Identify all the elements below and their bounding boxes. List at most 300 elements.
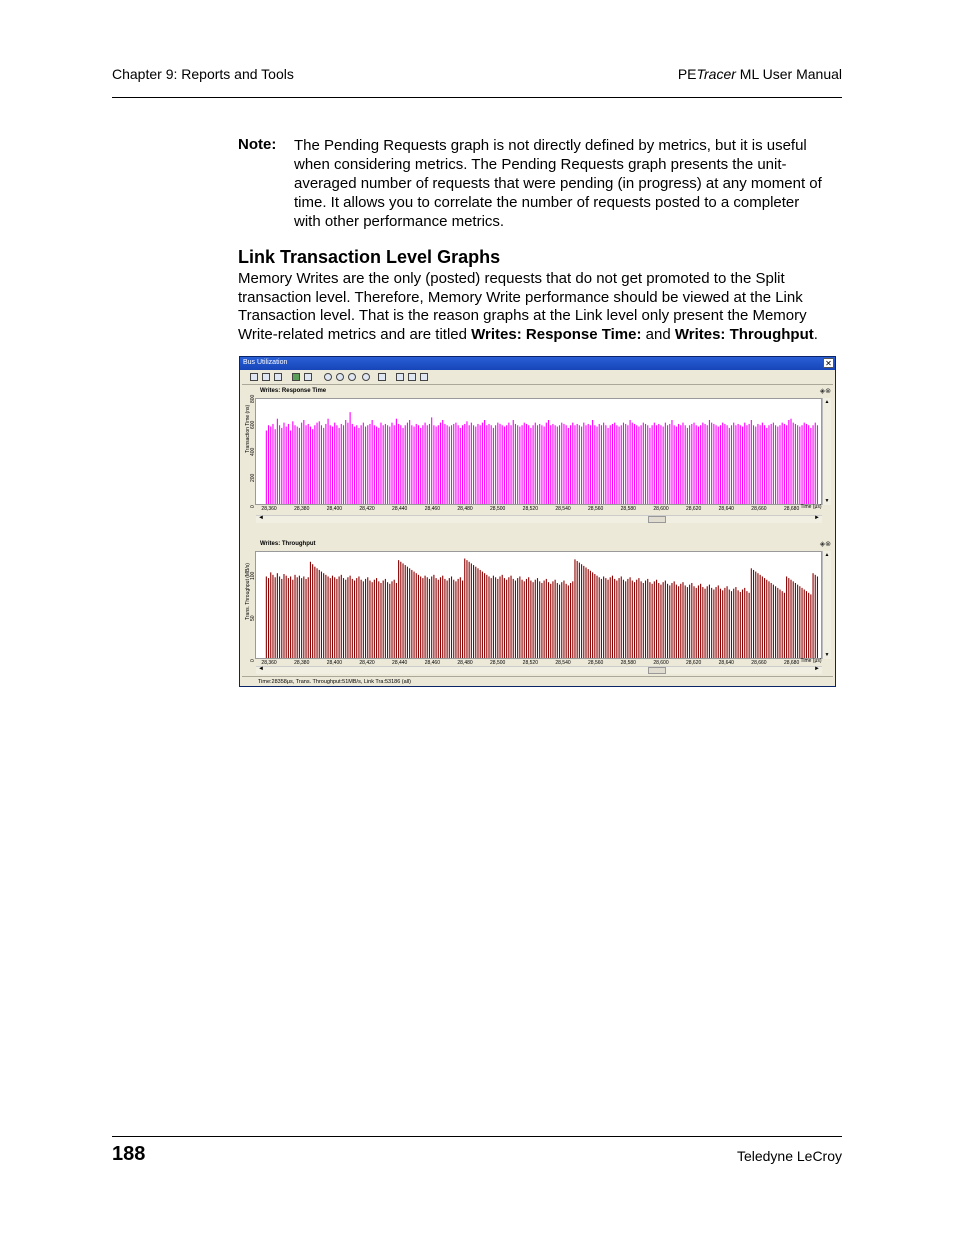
chart2-bar (592, 572, 593, 658)
chart2-xtick-label: 28,580 (620, 660, 636, 666)
chart1-bar (599, 424, 600, 504)
chart1-bar (583, 423, 584, 504)
chart1-bar (524, 423, 525, 504)
chart1-xtick-label: 28,500 (490, 506, 506, 512)
chart2-bar (663, 582, 664, 658)
chart2-bar (612, 576, 613, 658)
chart1-bar (372, 420, 373, 504)
chart2-ytick-label: 50 (250, 615, 256, 622)
chart2-vscroll[interactable]: ▲ ▼ (822, 551, 831, 659)
chart1-bar (616, 425, 617, 504)
chart2-bar (552, 581, 553, 658)
chart2-title: Writes: Throughput (260, 541, 316, 547)
chart1-bar (707, 425, 708, 504)
chart1-bar (275, 429, 276, 504)
chart2-bar (319, 570, 320, 658)
chart1-xtick-label: 28,440 (392, 506, 408, 512)
chart1-bar (555, 425, 556, 504)
chart1-scroll-thumb[interactable] (648, 516, 666, 523)
chart2-bar (294, 575, 295, 658)
chart1-xtick-label: 28,540 (555, 506, 571, 512)
chart2-bar (619, 578, 620, 658)
chart1-bar (477, 424, 478, 504)
chart2-bar (376, 578, 377, 658)
chart1-bar (535, 423, 536, 504)
chart1-bar (605, 425, 606, 504)
chart2-bar (535, 580, 536, 658)
chart1-bar (548, 420, 549, 504)
chart1-bar (753, 425, 754, 504)
chart2-bar (649, 582, 650, 658)
zoom-reset-icon[interactable] (362, 373, 370, 381)
chart2-bar (630, 577, 631, 658)
chart1-xtick-label: 28,480 (457, 506, 473, 512)
copy-icon[interactable] (262, 373, 270, 381)
chart2-bar (537, 578, 538, 658)
chart1-bar (801, 425, 802, 504)
chart1-bar (744, 423, 745, 504)
print-icon[interactable] (274, 373, 282, 381)
chart1-bar (660, 425, 661, 504)
chart2-bar (314, 567, 315, 658)
save-icon[interactable] (250, 373, 258, 381)
chart2-bar (731, 591, 732, 658)
chart1-bar (709, 420, 710, 504)
chart1-bar (757, 424, 758, 504)
panel2-controls-icon[interactable]: ◈⊗ (819, 541, 831, 548)
chart2-bar (519, 576, 520, 658)
chart2-bar (398, 560, 399, 658)
chart1-bar (645, 424, 646, 504)
crosshair-icon[interactable] (378, 373, 386, 381)
chart1-bar (303, 420, 304, 504)
chart1-bar (440, 423, 441, 504)
chart1-bar (614, 423, 615, 504)
chart2-bar (486, 575, 487, 658)
chart2-bar (768, 581, 769, 658)
chart1-bar (815, 423, 816, 504)
chart1-bar (764, 425, 765, 504)
chart2-bar (577, 561, 578, 658)
note-text: The Pending Requests graph is not directly defined by metrics, but it is useful when considering metrics. The Pending Requests graph presents the unit-averaged number of requests that were pending (in progress) at any moment of time. It allows you to correlate the number of requests posted to a completer with other performance metrics. (294, 137, 822, 230)
settings-icon[interactable] (304, 373, 312, 381)
chart1-bar (658, 424, 659, 504)
chart1-ytick-label: 600 (250, 420, 256, 430)
chart2-bar (402, 563, 403, 658)
chart2-xtick-label: 28,380 (294, 660, 310, 666)
chart1-bar (559, 425, 560, 504)
chart1-bar (266, 431, 267, 505)
chart2-bar (330, 578, 331, 658)
chart1-bar (680, 425, 681, 504)
chart1-bar (722, 423, 723, 504)
chart2-bar (471, 563, 472, 658)
chart2-bar (455, 581, 456, 658)
chart2-bar (572, 581, 573, 658)
chart2-bar (550, 584, 551, 658)
chart1-hscroll[interactable]: ◄ ► (258, 515, 820, 521)
chart1-bar (330, 425, 331, 504)
chart1-bar (557, 427, 558, 504)
chart1-bar (773, 423, 774, 504)
chart1-bar (297, 427, 298, 504)
chart1-bar (480, 425, 481, 504)
chart1-bar (466, 421, 467, 504)
chart1-bar (369, 424, 370, 504)
chart2-bar (742, 590, 743, 658)
chart1-bar (460, 428, 461, 504)
chart1-bar (537, 425, 538, 504)
chart2-bar (391, 581, 392, 658)
panel1-controls-icon[interactable]: ◈⊗ (819, 388, 831, 395)
chart1-bar (592, 420, 593, 504)
chart2-bar (438, 580, 439, 658)
chart1-bar (394, 425, 395, 504)
chart2-bar (738, 590, 739, 658)
chart2-scroll-thumb[interactable] (648, 667, 666, 674)
chart2-bar (292, 580, 293, 658)
chart1-bar (484, 420, 485, 504)
chart2-bar (815, 575, 816, 658)
zoom-fit-icon[interactable] (348, 373, 356, 381)
chart2-bar (378, 581, 379, 658)
zoom-out-icon[interactable] (336, 373, 344, 381)
chart1-bar (634, 424, 635, 504)
chart2-bar (325, 575, 326, 658)
chart1-bar (630, 420, 631, 504)
chart2-bar (797, 585, 798, 658)
chart1-bar (647, 425, 648, 504)
chart1-bar (506, 425, 507, 504)
chart2-bar (447, 581, 448, 658)
chart1-bar (510, 425, 511, 504)
chart2-ylabel: Trans. Throughput (MB/s) (245, 563, 251, 620)
chart2-bar (674, 581, 675, 658)
chart1-bar (775, 425, 776, 504)
chart2-bar (497, 579, 498, 658)
chart2-bar (574, 559, 575, 658)
chart2-bar (806, 591, 807, 658)
chart2-bar (784, 593, 785, 658)
chart2-xtick-label: 28,460 (424, 660, 440, 666)
chart2-xtick-label: 28,640 (718, 660, 734, 666)
chart-type-icon[interactable] (420, 373, 428, 381)
chart1-bar (513, 420, 514, 504)
chart2-bar (358, 576, 359, 658)
chart2-bar (283, 574, 284, 658)
chart2-bar (279, 576, 280, 658)
chart1-bar (711, 423, 712, 504)
chart1-bar (663, 427, 664, 504)
chart2-bar (581, 564, 582, 658)
chart1-bar (387, 425, 388, 504)
chart1-bar (799, 427, 800, 504)
chart1-bar (488, 424, 489, 504)
chart1-bar (380, 423, 381, 504)
chart1-xtick-label: 28,660 (751, 506, 767, 512)
chart1-xtick-label: 28,680 (783, 506, 800, 512)
chart2-bar (720, 589, 721, 658)
chart2-xtick-label: 28,500 (490, 660, 506, 666)
chart2-bar (698, 585, 699, 658)
section-title: Link Transaction Level Graphs (238, 247, 501, 267)
chart2-bar (277, 573, 278, 658)
chart2-xlabel: Time (μs) (800, 658, 822, 664)
chart1-bar (729, 428, 730, 504)
chart1-bar (641, 425, 642, 504)
chart2-bar (361, 580, 362, 658)
chart2-bar (312, 564, 313, 658)
chart2-bar (740, 592, 741, 658)
chart2-bar (482, 572, 483, 658)
chart1-bar (411, 425, 412, 504)
chart2-bar (453, 580, 454, 658)
chart1-bar (806, 424, 807, 504)
chart1-bar (515, 424, 516, 504)
chart2-bar (744, 588, 745, 658)
chart2-bar (711, 588, 712, 658)
chart2-bar (420, 576, 421, 658)
chart2-bar (599, 577, 600, 658)
chart1-bar (693, 423, 694, 504)
chart2-bar (548, 582, 549, 658)
chart1-bar (625, 424, 626, 504)
chart2-bar (466, 560, 467, 658)
chart2-bar (799, 586, 800, 658)
chart2-bar (555, 580, 556, 658)
export-icon[interactable] (408, 373, 416, 381)
chart2-bar (488, 576, 489, 658)
chart2-bar (405, 565, 406, 658)
chart2-bar (793, 581, 794, 658)
page-number: 188 (112, 1143, 146, 1165)
chart2-bar (713, 590, 714, 658)
chart2-bar (685, 585, 686, 658)
chart2-bar (696, 588, 697, 658)
chart2-bar (442, 576, 443, 658)
chart2-bar (305, 579, 306, 658)
chart2-bar (530, 581, 531, 658)
chart2-bar (425, 576, 426, 658)
chart2-bar (268, 578, 269, 658)
toolbar (242, 371, 833, 385)
chart2-bar (678, 586, 679, 658)
bus-utilization-window (239, 356, 836, 687)
chart1-bar (530, 428, 531, 504)
chart1-bar (654, 423, 655, 504)
chart1-bar (396, 419, 397, 504)
chart1-bar (704, 424, 705, 504)
graph-areas-icon[interactable] (292, 373, 300, 381)
chart2-bar (682, 582, 683, 658)
window-titlebar (240, 357, 835, 370)
chart2-xtick-label: 28,440 (392, 660, 408, 666)
chart2-bar (387, 582, 388, 658)
chart1-bar (570, 425, 571, 504)
chart1-bar (447, 425, 448, 504)
chart1-bar (427, 425, 428, 504)
chart2-bar (418, 575, 419, 658)
chart1-ytick-label: 800 (250, 394, 256, 403)
chart2-bar (625, 581, 626, 658)
chart2-bar (508, 577, 509, 658)
chart1-bar (563, 424, 564, 504)
chart2-bar (369, 581, 370, 658)
chart1-bar (766, 428, 767, 504)
chart1-bar (627, 425, 628, 504)
chart2-xtick-label: 28,540 (555, 660, 571, 666)
zoom-in-icon[interactable] (324, 373, 332, 381)
chart1-bar (270, 427, 271, 504)
chart1-bar (718, 427, 719, 504)
chart1-bar (422, 425, 423, 504)
chart2-xtick-label: 28,600 (653, 660, 669, 666)
chart1-bar (731, 425, 732, 504)
chart1-bar (409, 420, 410, 504)
chart1-bar (402, 428, 403, 504)
chart2-bar (605, 578, 606, 658)
chart1-bar (817, 425, 818, 504)
chart2-bar (718, 585, 719, 658)
chart2-bar (753, 570, 754, 658)
chart1-bar (810, 428, 811, 504)
chart2-xtick-label: 28,660 (751, 660, 767, 666)
chart2-bar (533, 582, 534, 658)
chart1-bar (385, 424, 386, 504)
chart1-bar (669, 424, 670, 504)
chart1-bar (294, 425, 295, 504)
chart1-bar (682, 423, 683, 504)
chart1-bar (572, 423, 573, 504)
chart2-bar (356, 578, 357, 658)
chart2-bar (266, 576, 267, 658)
chart2-bar (334, 577, 335, 658)
chart2-bar (475, 567, 476, 658)
chart1-xtick-label: 28,640 (718, 506, 734, 512)
chart2-bar (409, 568, 410, 658)
chart2-bar (735, 587, 736, 658)
chart1-bar (724, 424, 725, 504)
chart2-bar (563, 581, 564, 658)
chart2-bar (288, 578, 289, 658)
chart1-bar (334, 423, 335, 504)
chart1-bar (308, 424, 309, 504)
chart2-bar (275, 577, 276, 658)
chart1-bar (305, 425, 306, 504)
chart2-bar (449, 578, 450, 658)
chart1-bar (740, 425, 741, 504)
chart2-bar (729, 590, 730, 658)
chart1-ylabel: Transaction Time (ns) (245, 404, 251, 453)
chart2-bar (539, 581, 540, 658)
chart1-ytick-label: 0 (250, 505, 256, 508)
chart2-bar (422, 578, 423, 658)
chart2-bar (429, 579, 430, 658)
chart2-bar (561, 582, 562, 658)
chart1-xtick-label: 28,360 (261, 506, 277, 512)
chart2-bar (607, 580, 608, 658)
chart2-hscroll[interactable]: ◄ ► (258, 666, 820, 672)
chart2-bar (396, 583, 397, 658)
layout-icon[interactable] (396, 373, 404, 381)
chart1-bar (321, 425, 322, 504)
chart2-bar (656, 580, 657, 658)
chart2-bar (680, 584, 681, 658)
chart2-bar (286, 576, 287, 658)
chart1-bar (433, 425, 434, 504)
chart1-bar (623, 423, 624, 504)
chart2-bar (299, 576, 300, 658)
chart2-bar (354, 581, 355, 658)
chart1-bar (482, 423, 483, 504)
chart1-bar (782, 423, 783, 504)
chart2-bar (528, 577, 529, 658)
chart1-bar (735, 425, 736, 504)
chart2-xtick-label: 28,400 (326, 660, 343, 666)
chart2-bar (601, 579, 602, 658)
chart1-bar (546, 423, 547, 504)
chart1-bar (727, 425, 728, 504)
chart2-bar (407, 567, 408, 658)
chart2-bar (808, 593, 809, 658)
chart1-bar (517, 425, 518, 504)
chart2-bar (603, 576, 604, 658)
chart1-xtick-label: 28,400 (326, 506, 343, 512)
chart1-xtick-label: 28,620 (685, 506, 702, 512)
chart1-bar (588, 424, 589, 504)
chart2-bar (610, 577, 611, 658)
chart1-bar (768, 425, 769, 504)
close-icon[interactable]: ✕ (823, 358, 834, 368)
chart1-bar (716, 425, 717, 504)
chart2-bar (365, 579, 366, 658)
chart1-bar (685, 425, 686, 504)
chart1-bar (288, 424, 289, 504)
chart2-bar (786, 576, 787, 658)
chart1-xtick-label: 28,520 (522, 506, 538, 512)
chart1-bar (325, 424, 326, 504)
chart1-bar (541, 425, 542, 504)
chart1-bar (713, 424, 714, 504)
chart1-bar (786, 425, 787, 504)
chart2-bar (801, 588, 802, 658)
chart2-bar (570, 583, 571, 658)
chart1-bar (345, 420, 346, 504)
chart1-bar (319, 421, 320, 504)
chart2-bar (394, 580, 395, 658)
chart2-bar (693, 586, 694, 658)
chart2-bar (632, 581, 633, 658)
chart2-bar (667, 584, 668, 658)
chart1-bar (568, 428, 569, 504)
chart1-bar (643, 423, 644, 504)
chart1-bar (656, 425, 657, 504)
chart1-vscroll[interactable]: ▲ ▼ (822, 398, 831, 505)
chart2-bar (652, 584, 653, 658)
chart1-bar (425, 423, 426, 504)
chart1-bar (594, 425, 595, 504)
chart1-bar (407, 423, 408, 504)
chart1-plot-area (255, 398, 822, 505)
chart2-bar (526, 579, 527, 658)
chart2-bar (458, 579, 459, 658)
chart2-bar (638, 578, 639, 658)
chart2-bar (817, 576, 818, 658)
chart1-bar (674, 425, 675, 504)
chart1-bar (277, 419, 278, 504)
chart1-bar (720, 425, 721, 504)
chart2-bar (782, 591, 783, 658)
